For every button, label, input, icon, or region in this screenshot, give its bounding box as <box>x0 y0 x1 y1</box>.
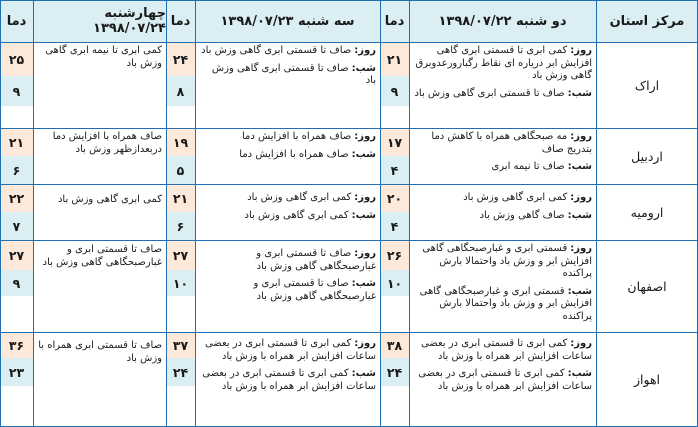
grid-line <box>0 184 698 185</box>
header-day1: دو شنبه ۱۳۹۸/۰۷/۲۲ <box>409 0 596 42</box>
city-cell: اهواز <box>633 372 661 387</box>
day-forecast: روز:کمی ابری تا قسمتی ابری گاهی افزایش ابر دریاره ای نقاط رگبارورعدوبرق گاهی وزش باد <box>415 45 592 81</box>
forecast-cell-day3: صاف تا قسمتی ابری و غبارصبحگاهی گاهی وزش باد <box>42 244 162 268</box>
grid-line <box>409 0 410 427</box>
forecast-cell-day1 <box>409 240 596 332</box>
temp-min: ۸ <box>166 76 195 106</box>
temp-max: ۲۶ <box>380 240 409 270</box>
temp-max: ۲۱ <box>166 184 195 212</box>
temp-max: ۲۷ <box>166 240 195 270</box>
temp-max: ۳۶ <box>0 332 33 358</box>
day-forecast: روز:کمی ابری تا قسمتی ابری در بعضی ساعات افزایش ابر همراه با وزش باد <box>420 338 592 362</box>
grid-line <box>0 240 698 241</box>
night-forecast: شب:صاف گاهی وزش باد <box>479 209 592 221</box>
night-forecast: شب:کمی ابری گاهی وزش باد <box>244 209 376 221</box>
header-temp-2: دما <box>166 0 195 42</box>
grid-line <box>380 0 381 427</box>
day-forecast: روز:کمی ابری گاهی وزش باد <box>463 192 592 203</box>
temp-max: ۳۸ <box>380 332 409 358</box>
night-forecast: شب:صاف تا قسمتی ابری گاهی وزش باد <box>211 62 376 86</box>
temp-min: ۱۰ <box>380 270 409 296</box>
temp-min: ۲۴ <box>166 358 195 386</box>
forecast-cell-day2 <box>195 332 380 427</box>
forecast-cell-day3: کمی ابری گاهی وزش باد <box>57 194 162 205</box>
forecast-cell-day2 <box>195 42 380 128</box>
temp-max: ۲۱ <box>380 42 409 76</box>
forecast-cell-day1 <box>409 42 596 128</box>
temp-min: ۴ <box>380 212 409 240</box>
grid-line <box>0 42 698 43</box>
day-forecast: روز:مه صبحگاهی همراه با کاهش دما بتدریج صاف <box>431 131 592 155</box>
forecast-cell-day1 <box>409 128 596 184</box>
temp-max: ۲۴ <box>166 42 195 76</box>
temp-min: ۲۳ <box>0 358 33 386</box>
temp-min: ۹ <box>380 76 409 106</box>
grid-line <box>33 0 34 427</box>
temp-min: ۲۴ <box>380 358 409 386</box>
forecast-cell-day2 <box>195 184 380 240</box>
temp-max: ۲۱ <box>0 128 33 156</box>
forecast-cell-day3: صاف همراه با افزایش دما دربعدازظهر وزش باد <box>52 131 162 155</box>
day-forecast: روز:قسمتی ابری و غبارصبحگاهی گاهی افزایش ابر و وزش باد واحتمالا بارش پراکنده <box>422 243 592 279</box>
forecast-cell-day3: صاف تا قسمتی ابری همراه با وزش باد <box>38 340 162 364</box>
temp-min: ۷ <box>0 212 33 240</box>
temp-min: ۹ <box>0 76 33 106</box>
temp-max: ۳۷ <box>166 332 195 358</box>
forecast-cell-day2 <box>195 240 380 332</box>
night-forecast: شب:صاف تا قسمتی ابری و غبارصبحگاهی گاهی وزش باد <box>253 278 376 302</box>
header-temp-1: دما <box>380 0 409 42</box>
grid-line <box>166 0 167 427</box>
grid-line <box>0 332 698 333</box>
forecast-cell-day3: کمی ابری تا نیمه ابری گاهی وزش باد <box>45 45 162 69</box>
grid-line <box>596 0 597 427</box>
temp-max: ۲۷ <box>0 240 33 270</box>
forecast-cell-day2 <box>195 128 380 184</box>
day-forecast: روز:کمی ابری تا قسمتی ابری در بعضی ساعات افزایش ابر همراه با وزش باد <box>204 338 376 362</box>
temp-max: ۲۰ <box>380 184 409 212</box>
temp-min: ۶ <box>0 156 33 184</box>
header-day2: سه شنبه ۱۳۹۸/۰۷/۲۳ <box>195 0 380 42</box>
header-temp-3: دما <box>0 0 33 42</box>
day-forecast: روز:صاف همراه با افزایش دما <box>241 131 376 142</box>
day-forecast: روز:صاف تا قسمتی ابری گاهی وزش باد <box>201 45 376 56</box>
day-forecast: روز:صاف تا قسمتی ابری و غبارصبحگاهی گاهی وزش باد <box>256 248 376 272</box>
day-forecast: روز:کمی ابری گاهی وزش باد <box>247 192 376 203</box>
grid-line <box>0 128 698 129</box>
temp-max: ۲۲ <box>0 184 33 212</box>
temp-min: ۵ <box>166 156 195 184</box>
city-cell: اصفهان <box>627 278 667 294</box>
grid-line <box>0 0 1 427</box>
header-day3: چهارشنبه ۱۳۹۸/۰۷/۲۴ <box>33 0 166 42</box>
grid-line <box>195 0 196 427</box>
forecast-cell-day1 <box>409 184 596 240</box>
city-cell: ارومیه <box>630 204 664 220</box>
city-cell: اراک <box>634 77 660 93</box>
night-forecast: شب:صاف همراه با افزایش دما <box>239 148 376 160</box>
night-forecast: شب:کمی ابری تا قسمتی ابری در بعضی ساعات افزایش ابر همراه با وزش باد <box>418 368 592 392</box>
forecast-cell-day1 <box>409 332 596 427</box>
temp-max: ۱۷ <box>380 128 409 156</box>
grid-line <box>0 0 698 1</box>
city-cell: اردبیل <box>631 148 663 164</box>
temp-max: ۲۵ <box>0 42 33 76</box>
night-forecast: شب:صاف تا قسمتی ابری گاهی وزش باد <box>414 87 592 99</box>
night-forecast: شب:کمی ابری تا قسمتی ابری در بعضی ساعات افزایش ابر همراه با وزش باد <box>202 368 376 392</box>
temp-min: ۱۰ <box>166 270 195 296</box>
night-forecast: شب:قسمتی ابری و غبارصبحگاهی گاهی افزایش ابر و وزش باد واحتمالا بارش پراکنده <box>419 285 592 322</box>
night-forecast: شب:صاف تا نیمه ابری <box>491 161 592 172</box>
temp-min: ۴ <box>380 156 409 184</box>
temp-min: ۹ <box>0 270 33 296</box>
temp-max: ۱۹ <box>166 128 195 156</box>
header-center: مرکز استان <box>596 0 698 42</box>
temp-min: ۶ <box>166 212 195 240</box>
